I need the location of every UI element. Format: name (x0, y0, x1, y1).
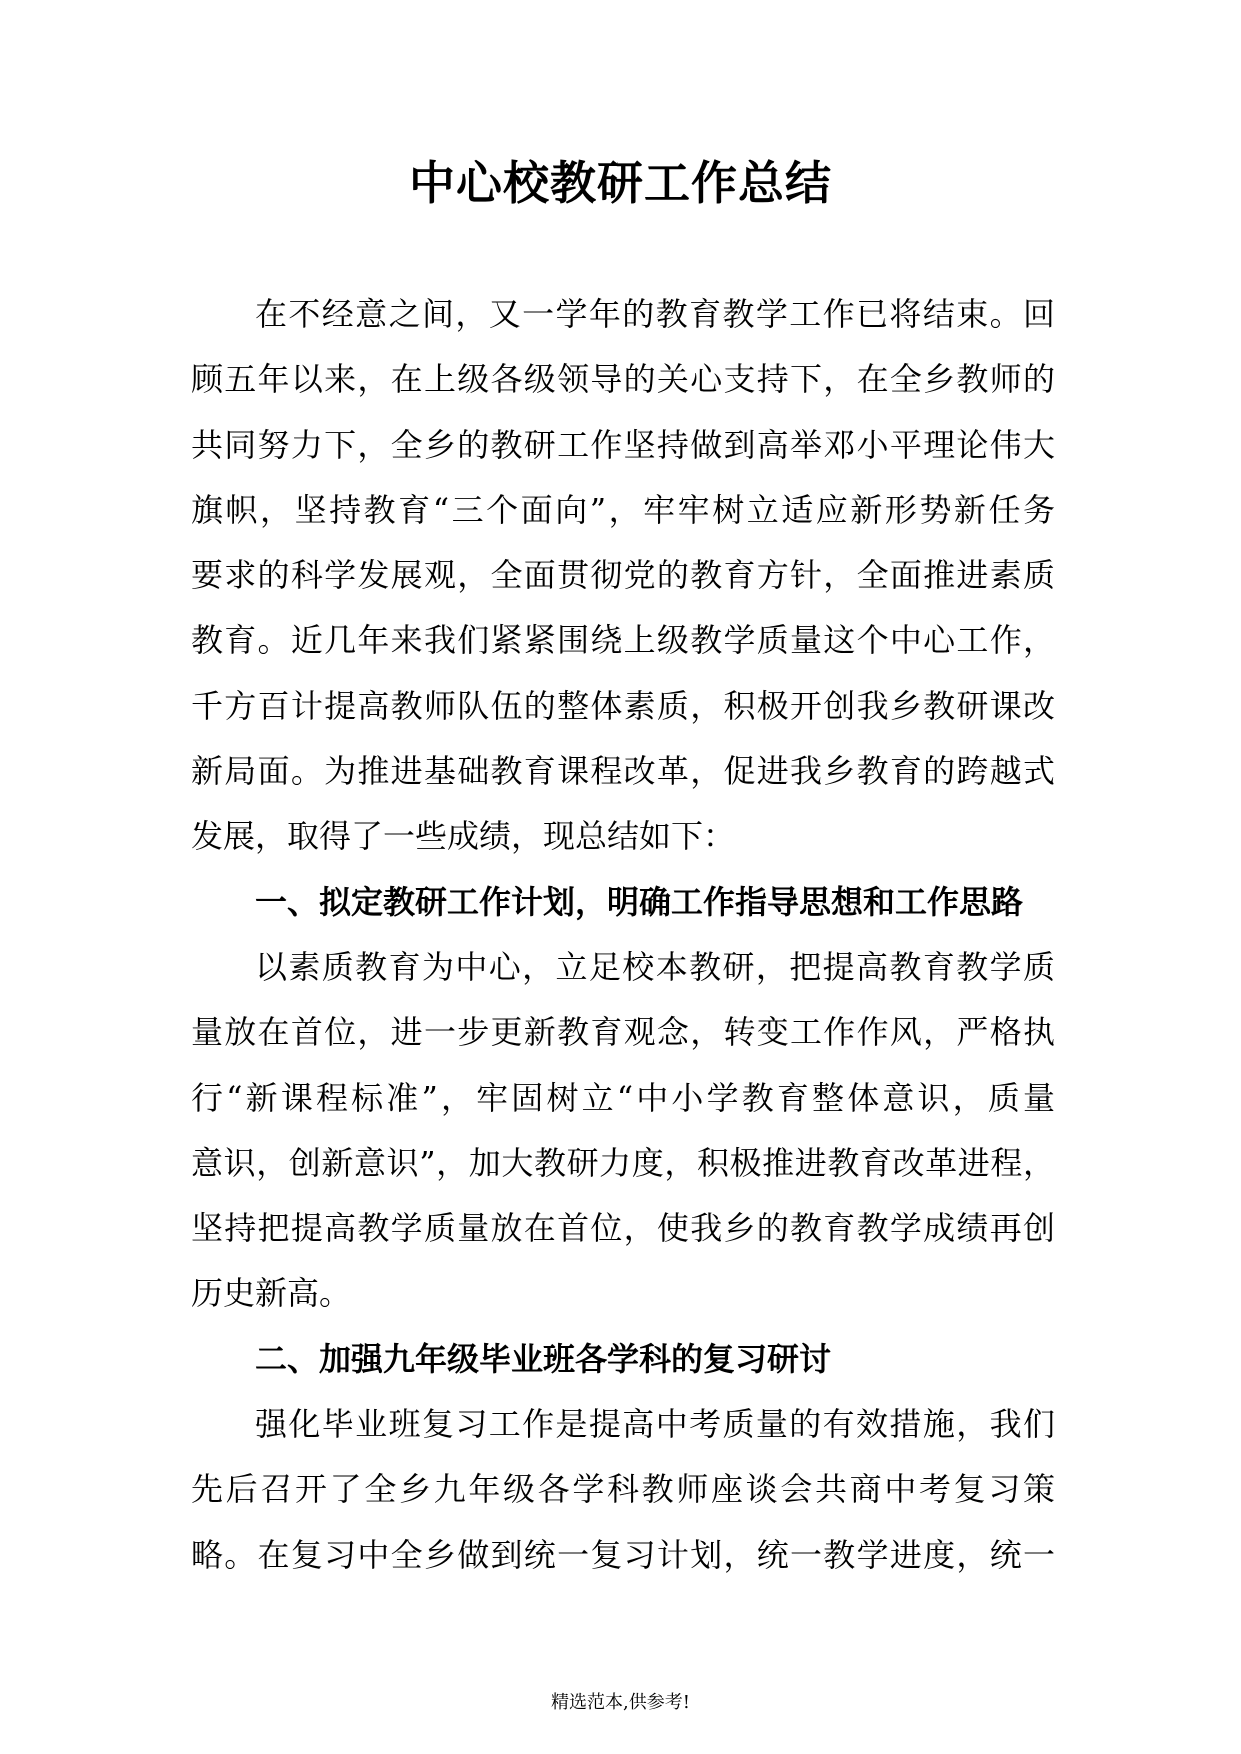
document-body (191, 282, 1055, 1588)
section-1-heading: 一、拟定教研工作计划，明确工作指导思想和工作思路 (255, 882, 1024, 921)
paragraph-line: 以素质教育为中心，立足校本教研，把提高教育教学质 (255, 947, 1055, 986)
paragraph-line: 顾五年以来，在上级各级领导的关心支持下，在全乡教师的 (191, 360, 1055, 399)
paragraph-line: 坚持把提高教学质量放在首位，使我乡的教育教学成绩再创 (191, 1209, 1055, 1248)
document-title: 中心校教研工作总结 (409, 156, 832, 210)
paragraph-line: 新局面。为推进基础教育课程改革，促进我乡教育的跨越式 (191, 752, 1055, 791)
paragraph-line: 略。在复习中全乡做到统一复习计划，统一教学进度，统一 (191, 1535, 1055, 1574)
paragraph-line: 旗帜，坚持教育“三个面向”，牢牢树立适应新形势新任务 (191, 490, 1055, 529)
paragraph-line: 要求的科学发展观，全面贯彻党的教育方针，全面推进素质 (191, 556, 1055, 595)
paragraph-line: 意识，创新意识”，加大教研力度，积极推进教育改革进程， (191, 1143, 1055, 1182)
paragraph-line: 行“新课程标准”，牢固树立“中小学教育整体意识，质量 (191, 1078, 1055, 1117)
paragraph-line: 历史新高。 (191, 1274, 352, 1313)
intro-paragraph (191, 282, 1055, 870)
section-1-paragraph (191, 935, 1055, 1327)
paragraph-line: 先后召开了全乡九年级各学科教师座谈会共商中考复习策 (191, 1470, 1055, 1509)
paragraph-line: 千方百计提高教师队伍的整体素质，积极开创我乡教研课改 (191, 686, 1055, 725)
paragraph-line: 量放在首位，进一步更新教育观念，转变工作作风，严格执 (191, 1013, 1055, 1052)
paragraph-line: 在不经意之间，又一学年的教育教学工作已将结束。回 (255, 295, 1055, 333)
section-2-paragraph (191, 1392, 1055, 1588)
paragraph-line: 发展，取得了一些成绩，现总结如下： (191, 817, 736, 856)
paragraph-line: 教育。近几年来我们紧紧围绕上级教学质量这个中心工作， (191, 621, 1055, 660)
page-footer-note: 精选范本,供参考! (551, 1692, 690, 1713)
paragraph-line: 强化毕业班复习工作是提高中考质量的有效措施，我们 (255, 1405, 1055, 1444)
paragraph-line: 共同努力下，全乡的教研工作坚持做到高举邓小平理论伟大 (191, 425, 1055, 464)
section-2-heading: 二、加强九年级毕业班各学科的复习研讨 (255, 1339, 832, 1378)
